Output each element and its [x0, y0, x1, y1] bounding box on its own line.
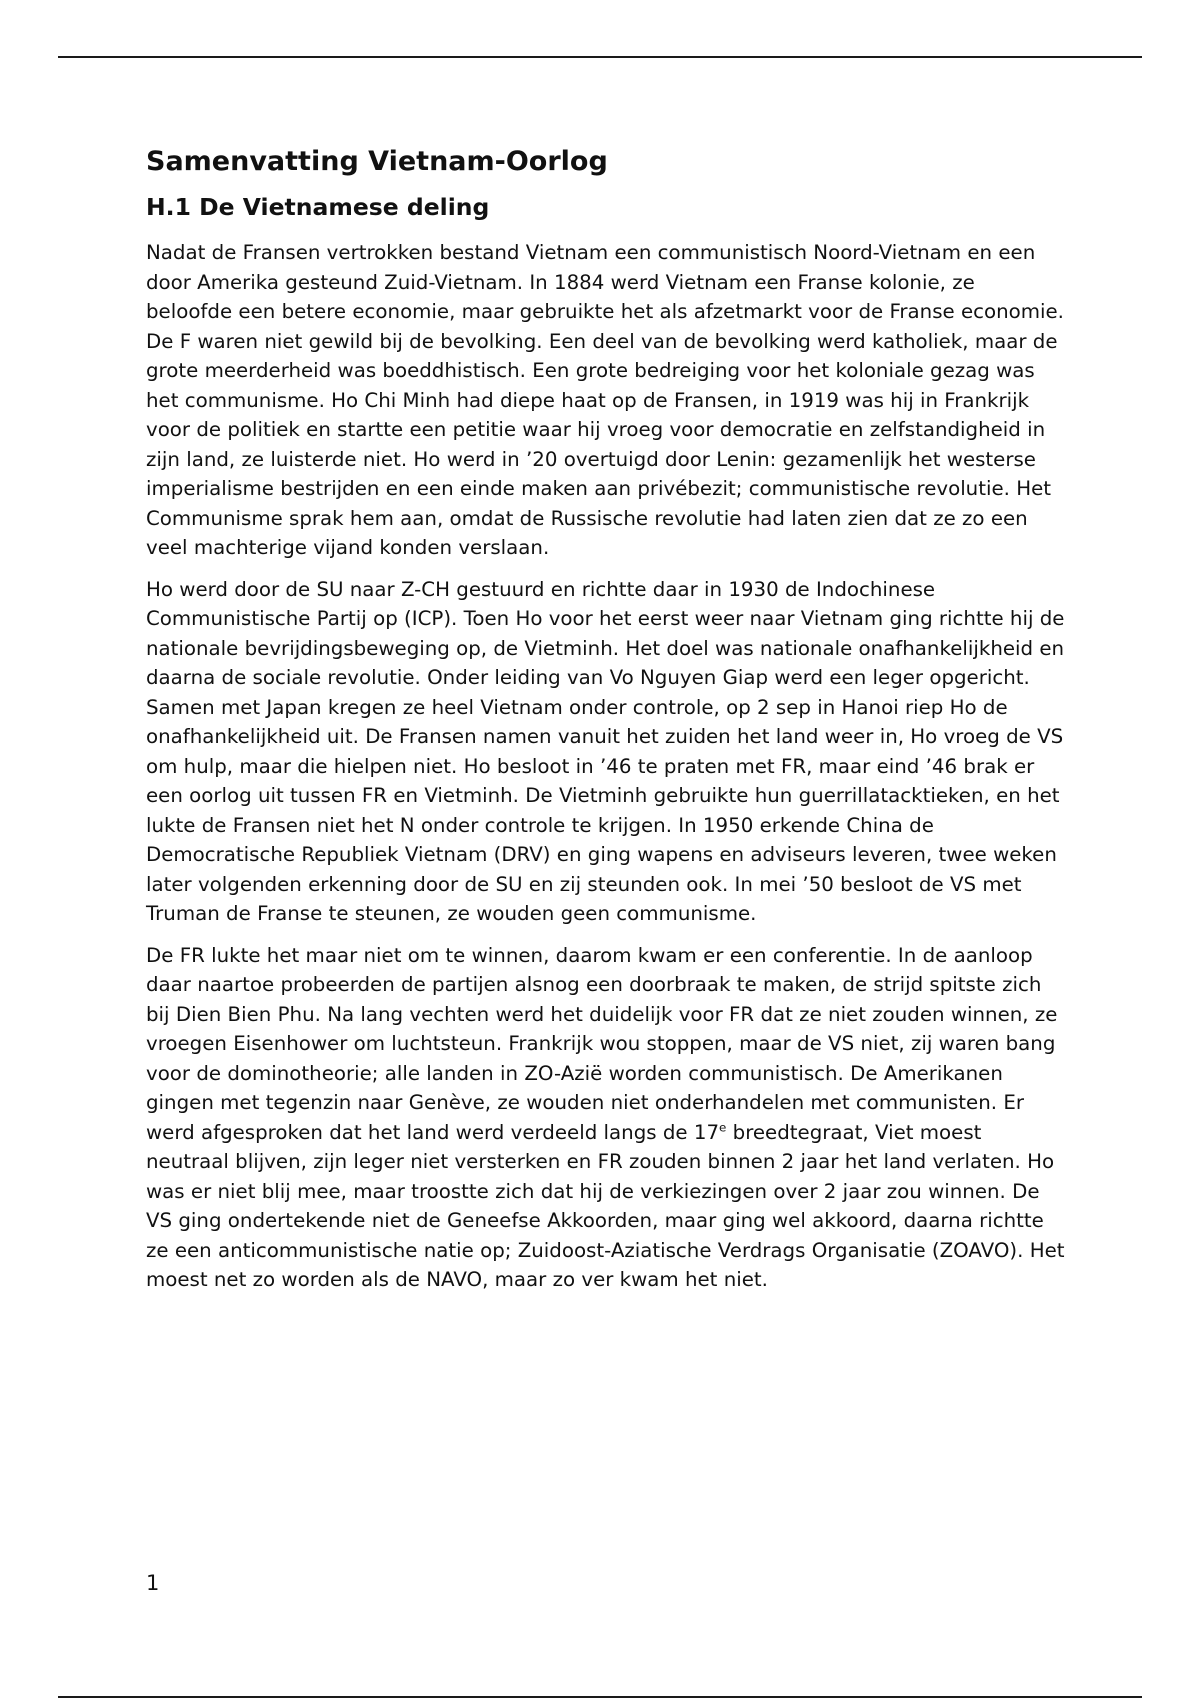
page-number: 1	[146, 1571, 160, 1595]
paragraph-3	[146, 941, 1066, 1295]
paragraph-3-part-2: breedtegraat, Viet moest neutraal blijven, zijn leger niet versterken en FR zouden binnen 2 jaar het land verlaten. Ho was er niet blij mee, maar troostte zich dat hij de verkiezingen over 2 jaar zou winnen. De VS ging ondertekende niet de Geneefse Akkoorden, maar ging wel akkoord, daarna richtte ze een anticommunistische natie op; Zuidoost-Aziatische Verdrags Organisatie (ZOAVO). Het moest net zo worden als de NAVO, maar zo ver kwam het niet.	[146, 1120, 1065, 1291]
ordinal-superscript: e	[719, 1119, 727, 1134]
paragraph-1: Nadat de Fransen vertrokken bestand Vietnam een communistisch Noord-Vietnam en een door Amerika gesteund Zuid-Vietnam. In 1884 werd Vietnam een Franse kolonie, ze beloofde een betere economie, maar gebruikte het als afzetmarkt voor de Franse economie. De F waren niet gewild bij de bevolking. Een deel van de bevolking werd katholiek, maar de grote meerderheid was boeddhistisch. Een grote bedreiging voor het koloniale gezag was het communisme. Ho Chi Minh had diepe haat op de Fransen, in 1919 was hij in Frankrijk voor de politiek en startte een petitie waar hij vroeg voor democratie en zelfstandigheid in zijn land, ze luisterde niet. Ho werd in ’20 overtuigd door Lenin: gezamenlijk het westerse imperialisme bestrijden en een einde maken aan privébezit; communistische revolutie. Het Communisme sprak hem aan, omdat de Russische revolutie had laten zien dat ze zo een veel machterige vijand konden verslaan.	[146, 241, 1064, 559]
document-title: Samenvatting Vietnam-Oorlog	[146, 146, 608, 177]
section-heading: H.1 De Vietnamese deling	[146, 193, 490, 221]
footer-rule	[58, 1696, 1142, 1698]
paragraph-3-part-1: De FR lukte het maar niet om te winnen, daarom kwam er een conferentie. In de aanloop daar naartoe probeerden de partijen alsnog een doorbraak te maken, de strijd spitste zich bij Dien Bien Phu. Na lang vechten werd het duidelijk voor FR dat ze niet zouden winnen, ze vroegen Eisenhower om luchtsteun. Frankrijk wou stoppen, maar de VS niet, zij waren bang voor de dominotheorie; alle landen in ZO-Azië worden communistisch. De Amerikanen gingen met tegenzin naar Genève, ze wouden niet onderhandelen met communisten. Er werd afgesproken dat het land werd verdeeld langs de 17	[146, 943, 1058, 1144]
header-rule	[58, 56, 1142, 58]
document-body	[146, 140, 1076, 1307]
paragraph-2: Ho werd door de SU naar Z-CH gestuurd en richtte daar in 1930 de Indochinese Communistische Partij op (ICP). Toen Ho voor het eerst weer naar Vietnam ging richtte hij de nationale bevrijdingsbeweging op, de Vietminh. Het doel was nationale onafhankelijkheid en daarna de sociale revolutie. Onder leiding van Vo Nguyen Giap werd een leger opgericht. Samen met Japan kregen ze heel Vietnam onder controle, op 2 sep in Hanoi riep Ho de onafhankelijkheid uit. De Fransen namen vanuit het zuiden het land weer in, Ho vroeg de VS om hulp, maar die hielpen niet. Ho besloot in ’46 te praten met FR, maar eind ’46 brak er een oorlog uit tussen FR en Vietminh. De Vietminh gebruikte hun guerrillatacktieken, en het lukte de Fransen niet het N onder controle te krijgen. In 1950 erkende China de Democratische Republiek Vietnam (DRV) en ging wapens en adviseurs leveren, twee weken later volgenden erkenning door de SU en zij steunden ook. In mei ’50 besloot de VS met Truman de Franse te steunen, ze wouden geen communisme.	[146, 577, 1065, 925]
